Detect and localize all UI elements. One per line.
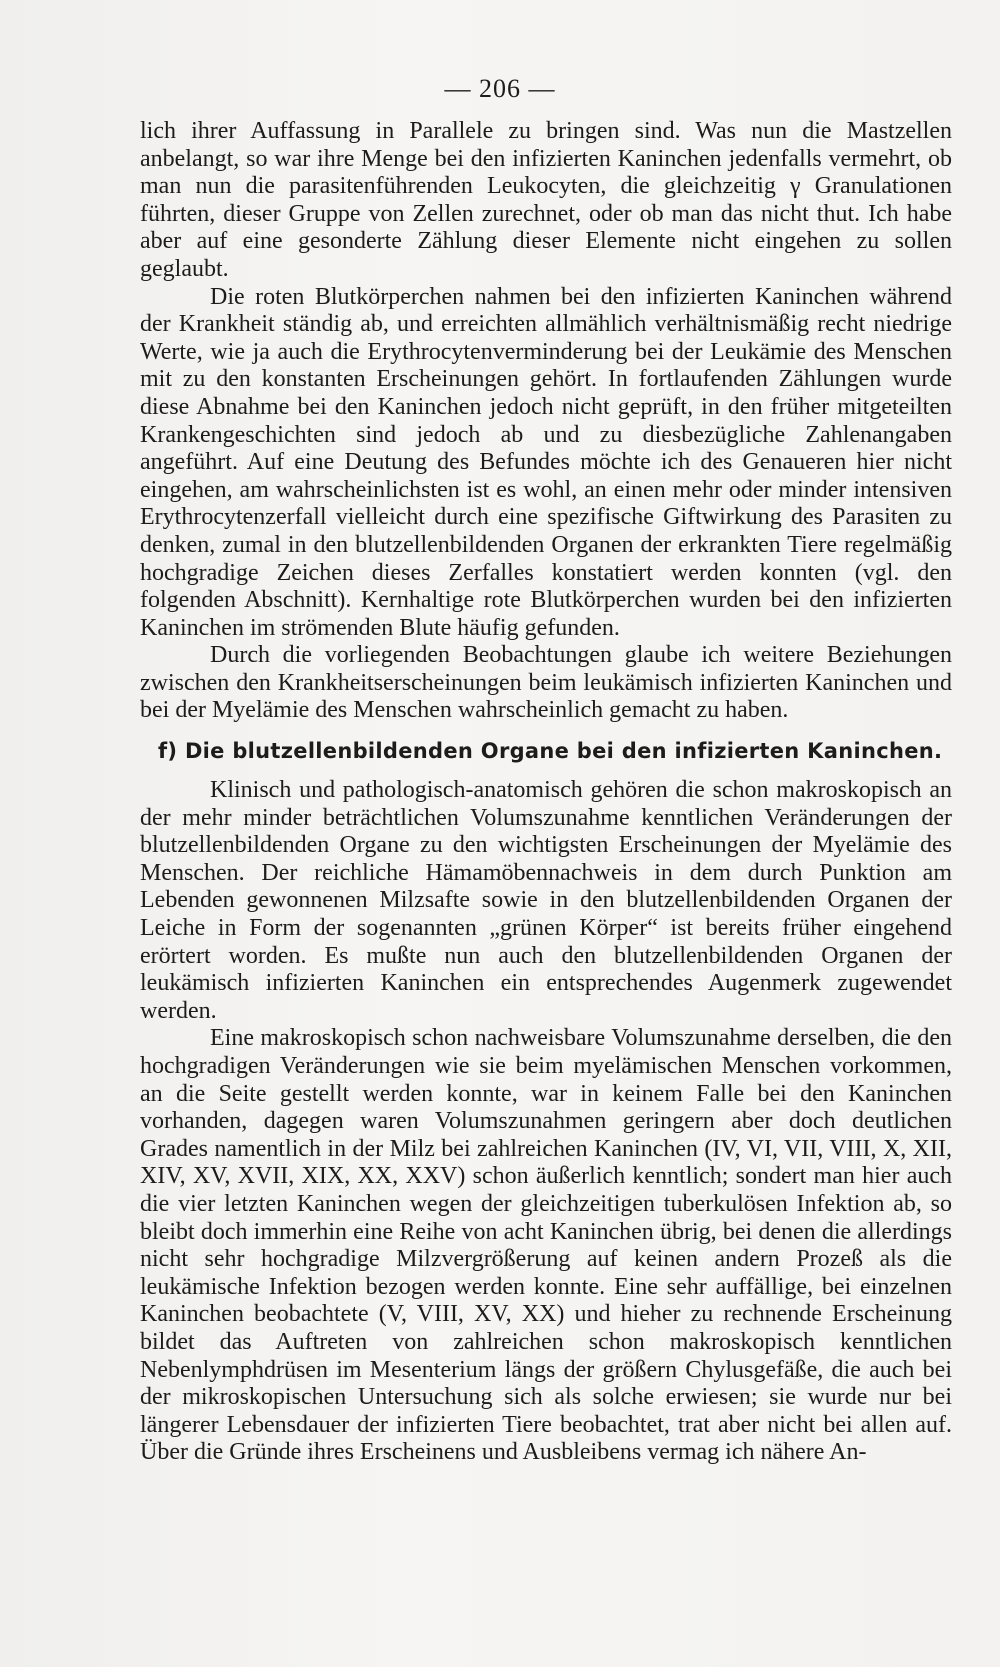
paragraph-klinisch: Klinisch und pathologisch-anatomisch gehören die schon makroskopisch an der mehr minder beträchtlichen Volumszunahme kenntlichen Veränderungen der blutzellenbildenden Organe zu den wichtigsten Erscheinungen der Myelämie des Menschen. Der reichliche Hämamöbennachweis in dem durch Punktion am Lebenden gewonnenen Milzsafte sowie in den blutzellenbildenden Organen der Leiche in Form der sogenannten „grünen Körper“ ist bereits früher eingehend erörtert worden. Es mußte nun auch den blutzellenbildenden Organen der leukämisch infizierten Kaninchen ein entsprechendes Augenmerk zugewendet werden.	[140, 777, 952, 1024]
section-heading: f) Die blutzellenbildenden Organe bei den infizierten Kaninchen.	[158, 739, 943, 764]
paragraph-beziehungen: Durch die vorliegenden Beobachtungen glaube ich weitere Beziehungen zwischen den Krankheitserscheinungen beim leukämisch infizierten Kaninchen und bei der Myelämie des Menschen wahrscheinlich gemacht zu haben.	[140, 642, 952, 724]
body-text	[140, 118, 952, 1467]
page-number: — 206 —	[444, 74, 556, 103]
paragraph-mastzellen: lich ihrer Auffassung in Parallele zu bringen sind. Was nun die Mastzellen anbelangt, so war ihre Menge bei den infizierten Kaninchen jedenfalls vermehrt, ob man nun die parasitenführenden Leukocyten, die gleichzeitig γ Granulationen führten, dieser Gruppe von Zellen zurechnet, oder ob man das nicht thut. Ich habe aber auf eine gesonderte Zählung dieser Elemente nicht eingehen zu sollen geglaubt.	[140, 118, 952, 282]
paragraph-volumszunahme: Eine makroskopisch schon nachweisbare Volumszunahme derselben, die den hochgradigen Veränderungen wie sie beim myelämischen Menschen vorkommen, an die Seite gestellt werden konnte, war in keinem Falle bei den Kaninchen vorhanden, dagegen waren Volumszunahmen geringern aber doch deutlichen Grades namentlich in der Milz bei zahlreichen Kaninchen (IV, VI, VII, VIII, X, XII, XIV, XV, XVII, XIX, XX, XXV) schon äußerlich kenntlich; sondert man hier auch die vier letzten Kaninchen wegen der gleichzeitigen tuberkulösen Infektion ab, so bleibt doch immerhin eine Reihe von acht Kaninchen übrig, bei denen die allerdings nicht sehr hochgradige Milzvergrößerung auf keinen andern Prozeß als die leukämische Infektion bezogen werden konnte. Eine sehr auffällige, bei einzelnen Kaninchen beobachtete (V, VIII, XV, XX) und hieher zu rechnende Erscheinung bildet das Auftreten von zahlreichen schon makroskopisch kenntlichen Nebenlymphdrüsen im Mesenterium längs der größern Chylusgefäße, die auch bei der mikroskopischen Untersuchung sich als solche erwiesen; sie wurde nur bei längerer Lebensdauer der infizierten Tiere beobachtet, trat aber nicht bei allen auf. Über die Gründe ihres Erscheinens und Ausbleibens vermag ich nähere An-	[140, 1025, 952, 1466]
paragraph-rote-blutkoerperchen: Die roten Blutkörperchen nahmen bei den infizierten Kaninchen während der Krankheit ständig ab, und erreichten allmählich verhältnismäßig recht niedrige Werte, wie ja auch die Erythrocytenverminderung bei der Leukämie des Menschen mit zu den konstanten Erscheinungen gehört. In fortlaufenden Zählungen wurde diese Abnahme bei den Kaninchen jedoch nicht geprüft, in den früher mitgeteilten Krankengeschichten sind jedoch ab und zu diesbezügliche Zahlenangaben angeführt. Auf eine Deutung des Befundes möchte ich des Genaueren hier nicht eingehen, am wahrscheinlichsten ist es wohl, an einen mehr oder minder intensiven Erythrocytenzerfall vielleicht durch eine spezifische Giftwirkung des Parasiten zu denken, zumal in den blutzellenbildenden Organen der erkrankten Tiere regelmäßig hochgradige Zeichen dieses Zerfalles konstatiert werden konnten (vgl. den folgenden Abschnitt). Kernhaltige rote Blutkörperchen wurden bei den infizierten Kaninchen im strömenden Blute häufig gefunden.	[140, 283, 952, 641]
